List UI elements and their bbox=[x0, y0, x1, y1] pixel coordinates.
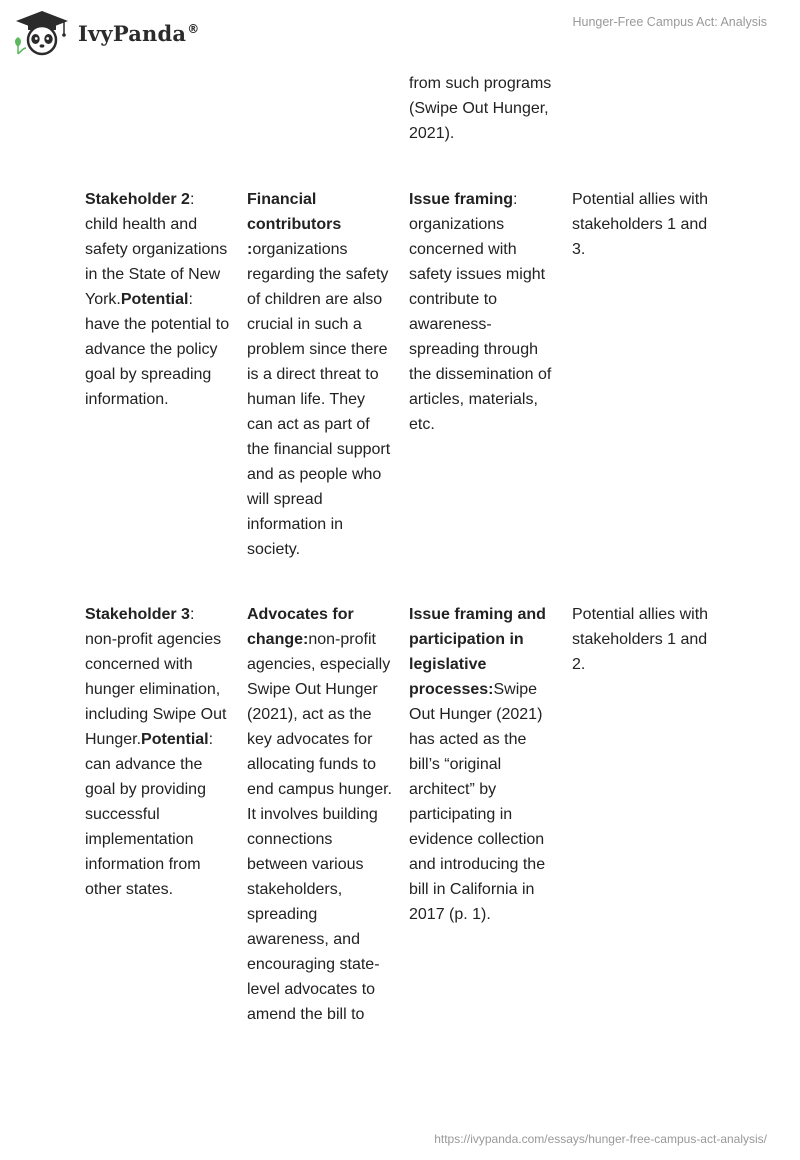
logo-wordmark: IvyPanda® bbox=[78, 20, 200, 46]
document-title: Hunger-Free Campus Act: Analysis bbox=[572, 15, 767, 29]
potential-label: Potential bbox=[141, 731, 209, 748]
table-cell-continuation: from such programs (Swipe Out Hunger, 2021). bbox=[409, 75, 552, 142]
footer-source-url[interactable]: https://ivypanda.com/essays/hunger-free-campus-act-analysis/ bbox=[434, 1132, 767, 1146]
strategy-label: Issue framing bbox=[409, 191, 514, 208]
ivypanda-logo[interactable] bbox=[14, 10, 199, 56]
table-cell-allies-2: Potential allies with stakeholders 1 and 3. bbox=[572, 191, 709, 258]
page-header bbox=[0, 0, 800, 60]
table-cell-issue-framing-3: Issue framing and participation in legislative processes:Swipe Out Hunger (2021) has acted as the bill’s “original architect” by participating in evidence collection and introducing the bill in California in 2017 (p. 1). bbox=[409, 606, 546, 923]
stakeholder-3-label: Stakeholder 3 bbox=[85, 606, 190, 623]
table-cell-financial-contributors: Financial contributors :organizations regarding the safety of children are also crucial in such a problem since there is a direct threat to human life. They can act as part of the financial support and as people who will spread information in society. bbox=[247, 191, 391, 558]
table-cell-issue-framing-2: Issue framing: organizations concerned with safety issues might contribute to awareness-spreading through the dissemination of articles, materials, etc. bbox=[409, 191, 552, 433]
role-label: Financial contributors : bbox=[247, 191, 342, 258]
table-cell-stakeholder-3: Stakeholder 3: non-profit agencies concerned with hunger elimination, including Swipe Out Hunger.Potential: can advance the goal by providing successful implementation information from other states. bbox=[85, 606, 227, 898]
table-cell-stakeholder-2: Stakeholder 2: child health and safety organizations in the State of New York.Potential: have the potential to advance the policy goal by spreading information. bbox=[85, 191, 230, 408]
table-cell-allies-3: Potential allies with stakeholders 1 and 2. bbox=[572, 606, 709, 673]
table-cell-advocates-for-change: Advocates for change:non-profit agencies, especially Swipe Out Hunger (2021), act as the key advocates for allocating funds to end campus hunger. It involves building connections between various stakeholders, spreading awareness, and encouraging state-level advocates to amend the bill to bbox=[247, 606, 392, 1023]
panda-graduate-icon bbox=[14, 10, 70, 56]
role-label: Advocates for change: bbox=[247, 606, 354, 648]
strategy-label: Issue framing and participation in legislative processes: bbox=[409, 606, 546, 698]
stakeholder-2-label: Stakeholder 2 bbox=[85, 191, 190, 208]
potential-label: Potential bbox=[120, 291, 189, 308]
